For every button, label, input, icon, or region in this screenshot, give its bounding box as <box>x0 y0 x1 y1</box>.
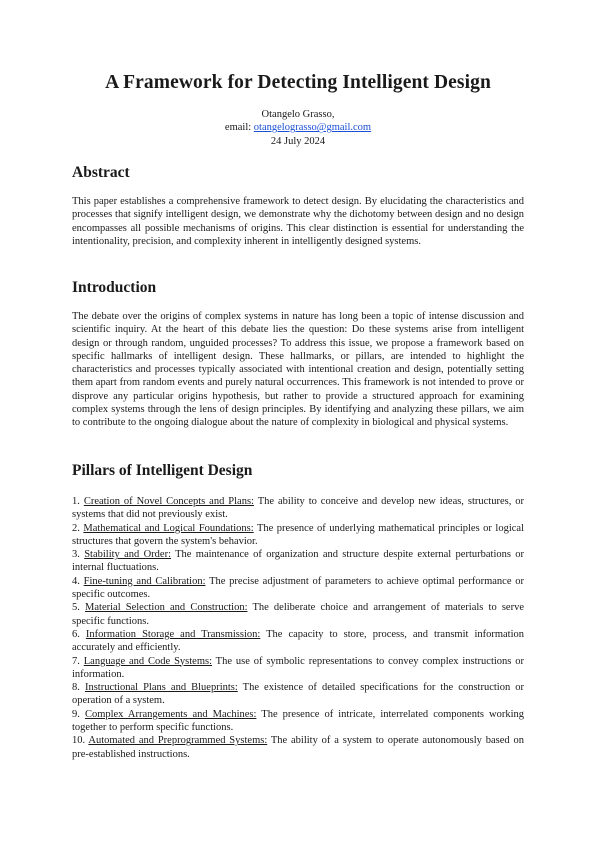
pillars-list <box>72 495 524 761</box>
pillar-number: 2. <box>72 522 84 534</box>
pillar-description: The use of symbolic representations to convey complex instructions or information. <box>72 655 524 680</box>
author-name: Otangelo Grasso, <box>261 109 335 120</box>
pillar-description: The ability of a system to operate autonomously based on pre-established instructions. <box>72 735 524 760</box>
pillar-item <box>72 495 524 522</box>
pillar-number: 3. <box>72 549 85 561</box>
abstract-heading: Abstract <box>72 164 130 181</box>
pillar-description: The ability to conceive and develop new ideas, structures, or systems that did not previously exist. <box>72 496 524 521</box>
pillar-description: The existence of detailed specifications for the construction or operation of a system. <box>72 682 524 707</box>
publication-date: 24 July 2024 <box>270 135 326 147</box>
pillars-heading: Pillars of Intelligent Design <box>72 462 253 479</box>
author-email-line <box>72 121 524 134</box>
pillar-term: Language and Code Systems: <box>83 655 212 667</box>
pillar-item <box>72 628 524 655</box>
pillar-number: 6. <box>72 628 86 640</box>
pillar-item <box>72 601 524 628</box>
pillar-term: Instructional Plans and Blueprints: <box>84 682 238 694</box>
pillar-term: Complex Arrangements and Machines: <box>84 708 257 720</box>
pillar-item <box>72 522 524 549</box>
introduction-text: The debate over the origins of complex systems in nature has long been a topic of intense discussion and scientific inquiry. At the heart of this debate lies the question: Do these systems arise from intelligent design or through random, unguided processes? To address this issue, we propose a framework based on specific hallmarks of intelligent design. These hallmarks, or pillars, are intended to highlight the characteristics and processes typically associated with intentional creation and design, potentially setting them apart from random events and purely natural occurrences. This framework is not intended to prove or disprove any particular origins hypothesis, but rather to provide a structured approach for examining complex systems through the lens of design principles. By identifying and analyzing these pillars, we aim to contribute to the ongoing dialogue about the nature of complexity in biological and physical systems. <box>72 311 524 429</box>
pillar-term: Automated and Preprogrammed Systems: <box>88 735 268 747</box>
pillar-term: Stability and Order: <box>84 549 171 561</box>
introduction-heading: Introduction <box>72 279 157 296</box>
pillar-description: The capacity to store, process, and transmit information accurately and efficiently. <box>72 628 525 654</box>
pillar-number: 4. <box>72 575 84 587</box>
pillar-description: The maintenance of organization and structure despite external perturbations or internal fluctuations. <box>72 549 525 574</box>
email-link[interactable]: otangelograsso@gmail.com <box>253 122 372 134</box>
pillar-term: Information Storage and Transmission: <box>85 628 261 640</box>
paper-title: A Framework for Detecting Intelligent Design <box>105 72 491 93</box>
abstract-text: This paper establishes a comprehensive framework to detect design. By elucidating the characteristics and processes that signify intelligent design, we demonstrate why the dichotomy between design and no design encompasses all possible mechanisms of origins. This clear distinction is essential for understanding the intentionality, precision, and complexity inherent in intelligently designed systems. <box>72 196 524 247</box>
pillar-description: The precise adjustment of parameters to achieve optimal performance or specific outcomes. <box>72 575 524 601</box>
pillar-number: 8. <box>72 682 85 694</box>
pillar-term: Material Selection and Construction: <box>85 602 248 614</box>
pillar-number: 9. <box>72 708 85 720</box>
pillar-number: 5. <box>72 602 86 614</box>
pillar-item <box>72 548 524 575</box>
author-block <box>72 108 524 148</box>
pillar-number: 7. <box>72 655 84 667</box>
pillar-item <box>72 575 524 602</box>
pillar-description: The presence of underlying mathematical principles or logical structures that govern the system's behavior. <box>72 522 524 547</box>
pillar-term: Mathematical and Logical Foundations: <box>83 522 254 534</box>
pillar-description: The deliberate choice and arrangement of materials to serve specific functions. <box>72 602 525 627</box>
pillar-item <box>72 708 524 735</box>
pillar-item <box>72 681 524 708</box>
email-label: email: <box>224 122 254 134</box>
pillar-item <box>72 655 524 682</box>
pillar-item <box>72 734 524 761</box>
pillar-number: 1. <box>72 496 84 507</box>
pillar-term: Fine-tuning and Calibration: <box>83 575 206 587</box>
pillar-term: Creation of Novel Concepts and Plans: <box>83 496 254 507</box>
pillar-description: The presence of intricate, interrelated components working together to perform specific functions. <box>72 708 525 734</box>
pillar-number: 10. <box>72 735 89 747</box>
